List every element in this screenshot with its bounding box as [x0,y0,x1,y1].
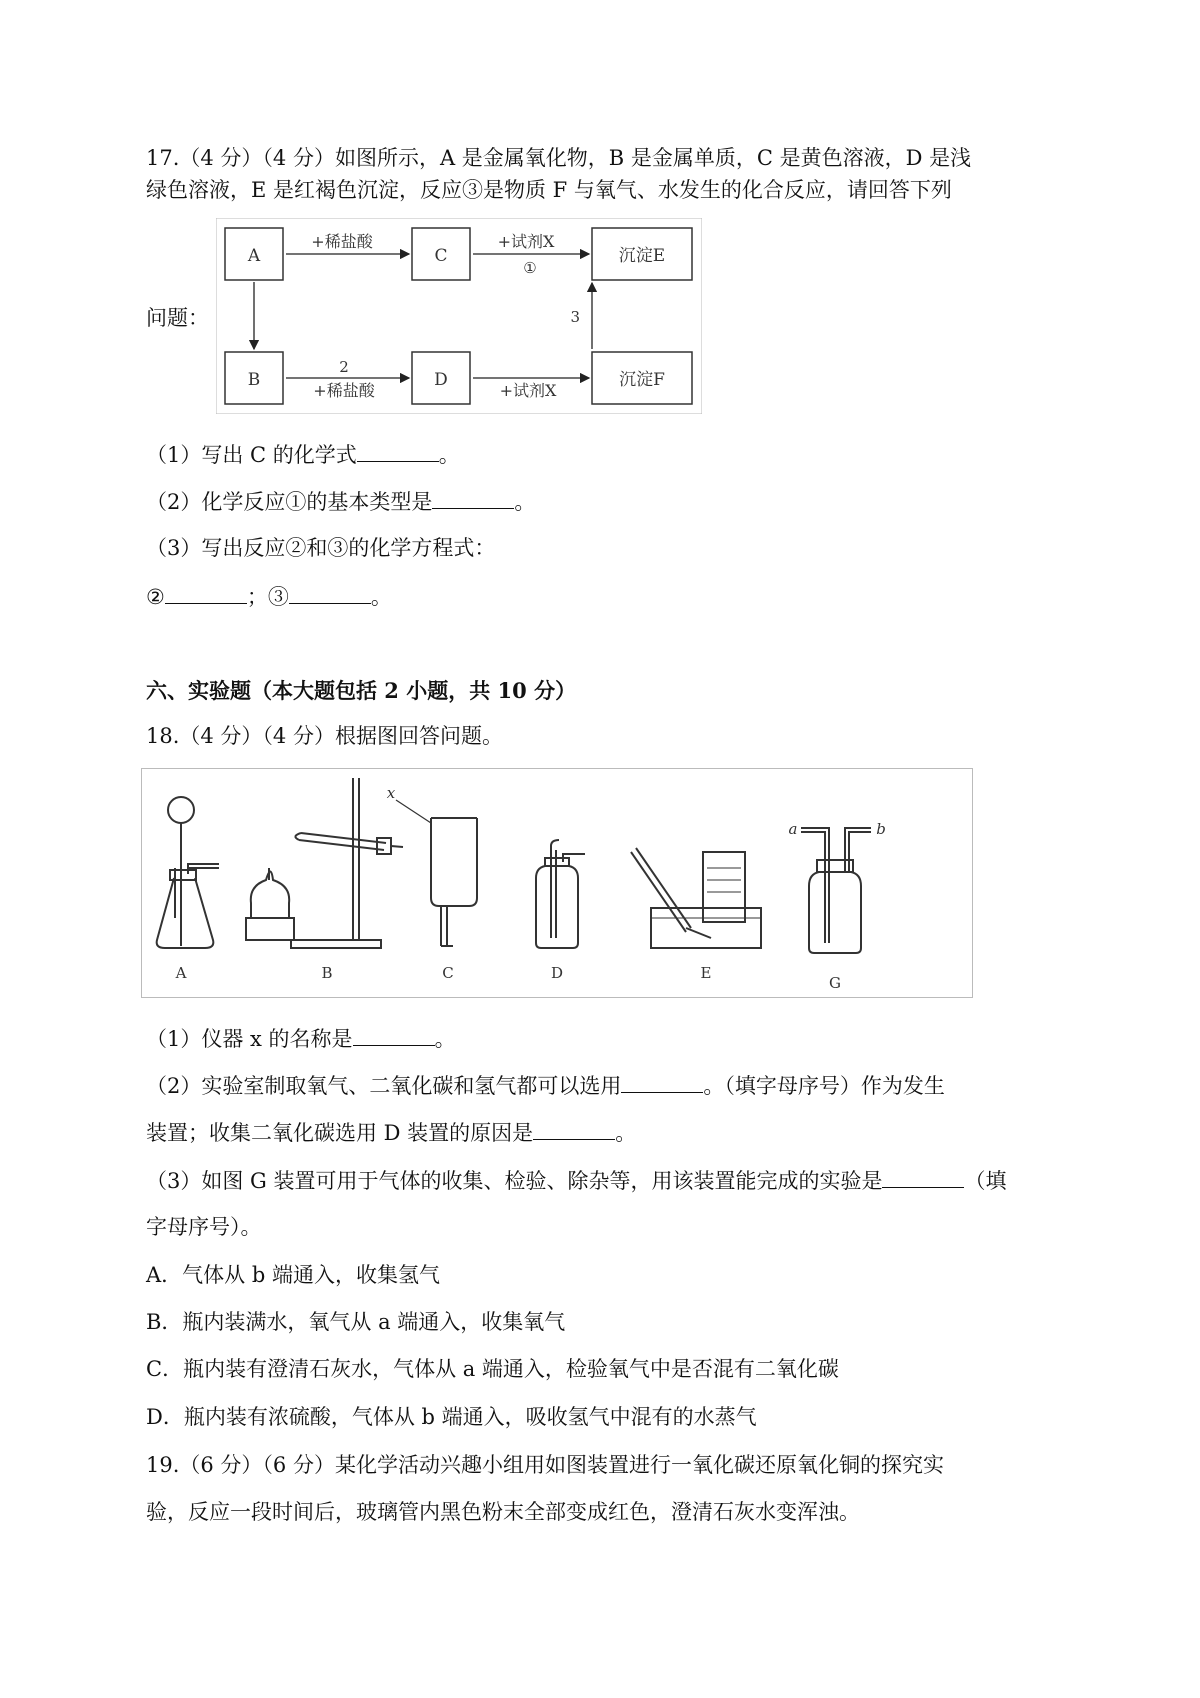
apparatus-d [536,840,585,948]
label-port-a: a [788,820,798,838]
apparatus-g [801,828,871,953]
q17-flow-diagram [216,218,702,414]
q17-sub-2 [146,486,535,517]
label-x: x [386,784,396,802]
q18-sub-3-text-b: （填 [964,1169,1007,1193]
q18-sub-3-line-1 [146,1165,1006,1196]
q17-line-1: 17.（4 分）（4 分）如图所示，A 是金属氧化物，B 是金属单质，C 是黄色溶液，D 是浅 [146,146,972,170]
q18-option-a: A．气体从 b 端通入，收集氢气 [146,1263,440,1287]
box-c-label: C [434,246,448,266]
answer-blank[interactable] [882,1165,964,1188]
q17-line-3: 问题： [146,306,209,330]
q18-sub-1-end: 。 [434,1027,456,1051]
answer-blank[interactable] [533,1117,615,1140]
box-d-label: D [434,370,448,390]
answer-blank[interactable] [357,439,439,462]
q18-option-b: B．瓶内装满水，氧气从 a 端通入，收集氧气 [146,1310,566,1334]
box-e-label: 沉淀E [618,246,666,266]
label-d: D [550,964,564,982]
q17-line-2: 绿色溶液，E 是红褐色沉淀，反应③是物质 F 与氧气、水发生的化合反应，请回答下列 [146,178,952,202]
apparatus-b [246,778,403,948]
label-c: C [442,964,454,982]
q17-sub-1 [146,439,460,470]
arrow-b-d-label: +稀盐酸 [313,381,375,400]
q18-sub-2-text-c: 装置；收集二氧化碳选用 D 装置的原因是 [146,1121,534,1145]
q17-sub-3: （3）写出反应②和③的化学方程式： [146,536,496,560]
q18-sub-2-text-a: （2）实验室制取氧气、二氧化碳和氢气都可以选用 [146,1074,622,1098]
answer-blank[interactable] [289,581,371,604]
q18-sub-2-text-b: 。（填字母序号）作为发生 [703,1074,945,1098]
label-e: E [700,964,712,982]
q18-intro: 18.（4 分）（4 分）根据图回答问题。 [146,724,503,748]
q18-sub-2-line-2 [146,1117,636,1148]
box-b-label: B [247,370,261,390]
label-b: B [321,964,333,982]
apparatus-e [631,848,761,948]
arrow-b-d-number: 2 [339,358,349,376]
q17-sub-3-end: 。 [370,585,392,609]
arrow-c-e-label: +试剂X [497,232,555,251]
apparatus-c [396,800,477,946]
q18-option-d: D．瓶内装有浓硫酸，气体从 b 端通入，吸收氢气中混有的水蒸气 [146,1405,757,1429]
q18-sub-2-end: 。 [615,1121,637,1145]
q17-sub-1-text: （1）写出 C 的化学式 [146,443,357,467]
q18-sub-3-text-a: （3）如图 G 装置可用于气体的收集、检验、除杂等，用该装置能完成的实验是 [146,1169,883,1193]
arrow-d-f-label: +试剂X [499,381,557,400]
section-6-heading: 六、实验题（本大题包括 2 小题，共 10 分） [146,678,577,703]
arrow-a-c-label: +稀盐酸 [311,232,373,251]
answer-blank[interactable] [432,486,514,509]
label-g: G [829,974,841,992]
q19-line-2: 验，反应一段时间后，玻璃管内黑色粉末全部变成红色，澄清石灰水变浑浊。 [146,1500,860,1524]
label-a: A [175,964,187,982]
apparatus-a [157,797,219,948]
answer-blank[interactable] [621,1070,703,1093]
q17-sub-2-text: （2）化学反应①的基本类型是 [146,490,433,514]
box-a-label: A [247,246,261,266]
q19-line-1: 19.（6 分）（6 分）某化学活动兴趣小组用如图装置进行一氧化碳还原氧化铜的探究实 [146,1453,944,1477]
q17-sub-1-end: 。 [438,443,460,467]
q18-sub-1-text: （1）仪器 x 的名称是 [146,1027,353,1051]
q17-sub-3-answers [146,581,392,612]
q17-sub-3-mid: ；③ [246,585,289,609]
arrow-f-e-number: 3 [570,308,580,326]
q18-sub-3-line-2: 字母序号）。 [146,1215,262,1239]
label-port-b: b [876,820,886,838]
q18-apparatus-figure [141,768,973,998]
q18-sub-1 [146,1023,456,1054]
q18-sub-2-line-1 [146,1070,945,1101]
answer-blank[interactable] [165,581,247,604]
q18-option-c: C．瓶内装有澄清石灰水，气体从 a 端通入，检验氧气中是否混有二氧化碳 [146,1357,839,1381]
box-f-label: 沉淀F [619,370,665,390]
q17-sub-3-marker-2: ② [146,585,165,609]
answer-blank[interactable] [353,1023,435,1046]
q17-sub-2-end: 。 [514,490,536,514]
arrow-c-e-number: ① [523,259,537,277]
